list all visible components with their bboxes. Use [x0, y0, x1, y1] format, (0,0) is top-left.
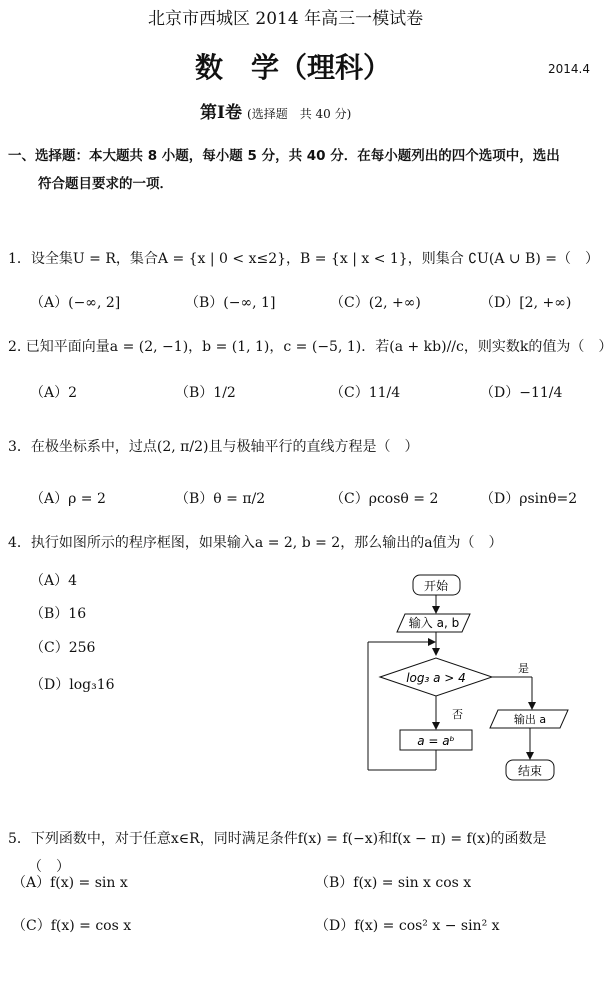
q1-stem: 1．设全集U = R，集合A = {x | 0 < x≤2}，B = {x | x < 1}，则集合 ∁U(A ∪ B) =（ ）	[8, 251, 599, 267]
q5-option-c: （C）f(x) = cos x	[12, 918, 132, 934]
q4-stem: 4．执行如图所示的程序框图，如果输入a = 2, b = 2，那么输出的a值为（ ）	[8, 535, 503, 551]
program-flowchart	[360, 570, 580, 785]
q2-option-a: （A）2	[30, 385, 78, 401]
q2-stem: 2. 已知平面向量a = (2, −1)，b = (1, 1)，c = (−5, 1)．若(a + kb)//c，则实数k的值为（ ）	[8, 339, 613, 355]
q2-option-d: （D）−11/4	[480, 385, 563, 401]
q1-option-a: （A）(−∞, 2]	[30, 295, 121, 311]
q5-option-d: （D）f(x) = cos² x − sin² x	[315, 918, 500, 934]
flow-yes-label: 是	[518, 662, 529, 675]
q4-option-b: （B）16	[30, 606, 87, 622]
section-heading-cont: 符合题目要求的一项．	[38, 176, 173, 192]
q1-option-d: （D）[2, +∞)	[480, 295, 572, 311]
flow-no-label: 否	[452, 708, 463, 721]
part-title: 第Ⅰ卷	[200, 103, 242, 123]
flow-start-label: 开始	[423, 579, 449, 593]
part-note: (选择题 共 40 分)	[247, 107, 352, 121]
q3-option-b: （B）θ = π/2	[175, 491, 266, 507]
q2-option-c: （C）11/4	[330, 385, 401, 401]
q4-option-c: （C）256	[30, 640, 96, 656]
q3-stem: 3．在极坐标系中，过点(2, π/2)且与极轴平行的直线方程是（ ）	[8, 439, 419, 455]
subject-title: 数 学（理科）	[195, 51, 392, 84]
q1-option-c: （C）(2, +∞)	[330, 295, 421, 311]
q5-blank: （ ）	[28, 859, 70, 875]
flow-assign-label: a = aᵇ	[417, 734, 455, 748]
q2-option-b: （B）1/2	[175, 385, 236, 401]
q3-option-d: （D）ρsinθ=2	[480, 491, 578, 507]
flow-condition-label: log₃ a > 4	[406, 671, 466, 685]
exam-date: 2014.4	[548, 62, 590, 76]
flow-input-label: 输入 a, b	[408, 616, 460, 630]
q5-option-b: （B）f(x) = sin x cos x	[315, 875, 472, 891]
flow-end-label: 结束	[517, 764, 543, 778]
q5-option-a: （A）f(x) = sin x	[12, 875, 128, 891]
q4-option-d: （D）log₃16	[30, 677, 115, 693]
section-heading: 一、选择题：本大题共 8 小题，每小题 5 分，共 40 分．在每小题列出的四个选项中，选出	[8, 148, 560, 164]
q4-option-a: （A）4	[30, 573, 78, 589]
q1-option-b: （B）(−∞, 1]	[185, 295, 276, 311]
q5-stem: 5．下列函数中，对于任意x∈R，同时满足条件f(x) = f(−x)和f(x − π) = f(x)的函数是	[8, 831, 547, 847]
q3-option-c: （C）ρcosθ = 2	[330, 491, 439, 507]
q3-option-a: （A）ρ = 2	[30, 491, 106, 507]
flow-output-label: 输出 a	[513, 713, 547, 726]
exam-title: 北京市西城区 2014 年高三一模试卷	[148, 9, 424, 29]
part-heading	[200, 98, 351, 123]
